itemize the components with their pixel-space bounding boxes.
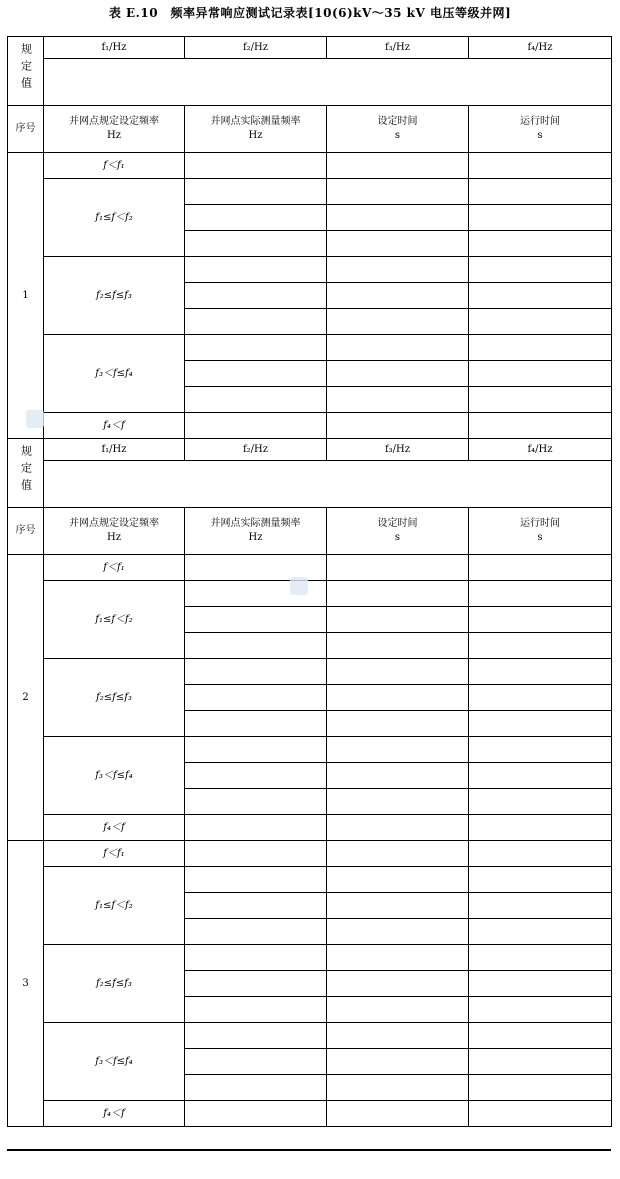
data-cell[interactable] — [327, 283, 469, 309]
data-cell[interactable] — [327, 945, 469, 971]
data-cell[interactable] — [327, 997, 469, 1023]
data-cell[interactable] — [185, 309, 327, 335]
condition-cell: f₁≤f＜f₂ — [44, 581, 185, 659]
f1-header: f₁/Hz — [44, 439, 185, 461]
condition-cell: f₄＜f — [44, 413, 185, 439]
data-cell[interactable] — [185, 1023, 327, 1049]
condition-cell: f₂≤f≤f₃ — [44, 257, 185, 335]
data-cell[interactable] — [327, 1101, 469, 1127]
run-time-header: 运行时间 s — [469, 508, 612, 555]
f4-header: f₄/Hz — [469, 37, 612, 59]
data-cell[interactable] — [327, 633, 469, 659]
data-cell[interactable] — [185, 711, 327, 737]
table-title: 表 E.10 频率异常响应测试记录表[10(6)kV～35 kV 电压等级并网] — [108, 6, 512, 20]
data-cell[interactable] — [469, 231, 612, 257]
data-cell[interactable] — [469, 309, 612, 335]
data-cell[interactable] — [469, 815, 612, 841]
condition-cell: f₃＜f≤f₄ — [44, 737, 185, 815]
spec-value-label: 规定值 — [8, 37, 44, 106]
condition-cell: f＜f₁ — [44, 841, 185, 867]
data-cell[interactable] — [185, 1075, 327, 1101]
f3-header: f₃/Hz — [327, 37, 469, 59]
data-cell[interactable] — [185, 179, 327, 205]
data-cell[interactable] — [469, 789, 612, 815]
data-cell[interactable] — [327, 841, 469, 867]
data-cell[interactable] — [469, 893, 612, 919]
data-cell[interactable] — [327, 867, 469, 893]
data-cell[interactable] — [185, 283, 327, 309]
data-cell[interactable] — [185, 361, 327, 387]
data-cell[interactable] — [469, 283, 612, 309]
data-cell[interactable] — [469, 413, 612, 439]
data-cell[interactable] — [185, 387, 327, 413]
data-cell[interactable] — [469, 205, 612, 231]
data-cell[interactable] — [327, 309, 469, 335]
data-cell[interactable] — [327, 335, 469, 361]
seq-header: 序号 — [8, 106, 44, 153]
data-cell[interactable] — [327, 1049, 469, 1075]
data-cell[interactable] — [327, 153, 469, 179]
data-cell[interactable] — [469, 971, 612, 997]
data-cell[interactable] — [469, 763, 612, 789]
data-cell[interactable] — [469, 581, 612, 607]
data-cell[interactable] — [185, 257, 327, 283]
data-cell[interactable] — [185, 607, 327, 633]
data-cell[interactable] — [469, 945, 612, 971]
data-cell[interactable] — [327, 893, 469, 919]
data-cell[interactable] — [469, 179, 612, 205]
data-cell[interactable] — [327, 919, 469, 945]
data-cell[interactable] — [327, 257, 469, 283]
set-freq-header: 并网点规定设定频率 Hz — [44, 106, 185, 153]
data-cell[interactable] — [327, 711, 469, 737]
data-cell[interactable] — [327, 685, 469, 711]
seq-cell: 1 — [8, 153, 44, 439]
spec-value-label: 规定值 — [8, 439, 44, 508]
data-cell[interactable] — [469, 737, 612, 763]
set-time-header: 设定时间 s — [327, 508, 469, 555]
data-cell[interactable] — [185, 153, 327, 179]
condition-cell: f₁≤f＜f₂ — [44, 179, 185, 257]
seq-cell: 2 — [8, 555, 44, 841]
data-cell[interactable] — [185, 867, 327, 893]
data-cell[interactable] — [327, 231, 469, 257]
data-cell[interactable] — [327, 1023, 469, 1049]
data-cell[interactable] — [185, 919, 327, 945]
condition-cell: f₁≤f＜f₂ — [44, 867, 185, 945]
f2-header: f₂/Hz — [185, 439, 327, 461]
spec-value-cell[interactable] — [44, 461, 612, 508]
f2-header: f₂/Hz — [185, 37, 327, 59]
data-cell[interactable] — [185, 685, 327, 711]
data-cell[interactable] — [327, 581, 469, 607]
data-cell[interactable] — [185, 633, 327, 659]
condition-cell: f₂≤f≤f₃ — [44, 659, 185, 737]
spec-value-cell[interactable] — [44, 59, 612, 106]
data-cell[interactable] — [327, 555, 469, 581]
f4-header: f₄/Hz — [469, 439, 612, 461]
data-cell[interactable] — [185, 945, 327, 971]
data-cell[interactable] — [469, 841, 612, 867]
data-cell[interactable] — [327, 205, 469, 231]
run-time-header: 运行时间 s — [469, 106, 612, 153]
data-cell[interactable] — [469, 335, 612, 361]
data-cell[interactable] — [185, 997, 327, 1023]
condition-cell: f₄＜f — [44, 815, 185, 841]
data-cell[interactable] — [469, 607, 612, 633]
data-cell[interactable] — [327, 659, 469, 685]
data-cell[interactable] — [327, 361, 469, 387]
watermark-icon — [26, 410, 44, 428]
seq-header: 序号 — [8, 508, 44, 555]
data-cell[interactable] — [469, 867, 612, 893]
condition-cell: f＜f₁ — [44, 555, 185, 581]
data-cell[interactable] — [469, 257, 612, 283]
data-cell[interactable] — [185, 763, 327, 789]
data-cell[interactable] — [469, 633, 612, 659]
data-cell[interactable] — [469, 919, 612, 945]
condition-cell: f₄＜f — [44, 1101, 185, 1127]
bottom-rule — [7, 1149, 611, 1151]
data-cell[interactable] — [327, 971, 469, 997]
data-cell[interactable] — [469, 685, 612, 711]
data-cell[interactable] — [469, 387, 612, 413]
data-cell[interactable] — [327, 179, 469, 205]
data-cell[interactable] — [327, 413, 469, 439]
condition-cell: f＜f₁ — [44, 153, 185, 179]
data-cell[interactable] — [185, 737, 327, 763]
data-cell[interactable] — [185, 1101, 327, 1127]
data-cell[interactable] — [327, 737, 469, 763]
condition-cell: f₃＜f≤f₄ — [44, 335, 185, 413]
meas-freq-header: 并网点实际测量频率 Hz — [185, 508, 327, 555]
data-cell[interactable] — [185, 893, 327, 919]
data-cell[interactable] — [469, 153, 612, 179]
data-cell[interactable] — [469, 1075, 612, 1101]
data-cell[interactable] — [469, 361, 612, 387]
data-cell[interactable] — [469, 1023, 612, 1049]
data-cell[interactable] — [185, 789, 327, 815]
set-time-header: 设定时间 s — [327, 106, 469, 153]
data-cell[interactable] — [469, 997, 612, 1023]
data-cell[interactable] — [327, 607, 469, 633]
data-cell[interactable] — [185, 659, 327, 685]
data-cell[interactable] — [327, 387, 469, 413]
watermark-icon — [290, 577, 308, 595]
meas-freq-header: 并网点实际测量频率 Hz — [185, 106, 327, 153]
data-cell[interactable] — [469, 555, 612, 581]
data-cell[interactable] — [469, 1101, 612, 1127]
data-cell[interactable] — [327, 763, 469, 789]
data-cell[interactable] — [185, 815, 327, 841]
seq-cell: 3 — [8, 841, 44, 1127]
data-cell[interactable] — [327, 1075, 469, 1101]
data-cell[interactable] — [185, 841, 327, 867]
data-cell[interactable] — [185, 231, 327, 257]
data-cell[interactable] — [469, 711, 612, 737]
data-cell[interactable] — [185, 335, 327, 361]
condition-cell: f₂≤f≤f₃ — [44, 945, 185, 1023]
data-cell[interactable] — [185, 1049, 327, 1075]
condition-cell: f₃＜f≤f₄ — [44, 1023, 185, 1101]
f3-header: f₃/Hz — [327, 439, 469, 461]
data-cell[interactable] — [185, 971, 327, 997]
data-cell[interactable] — [469, 659, 612, 685]
data-cell[interactable] — [327, 789, 469, 815]
data-cell[interactable] — [185, 205, 327, 231]
frequency-response-record-table — [7, 36, 612, 1127]
f1-header: f₁/Hz — [44, 37, 185, 59]
data-cell[interactable] — [185, 413, 327, 439]
data-cell[interactable] — [327, 815, 469, 841]
data-cell[interactable] — [469, 1049, 612, 1075]
set-freq-header: 并网点规定设定频率 Hz — [44, 508, 185, 555]
